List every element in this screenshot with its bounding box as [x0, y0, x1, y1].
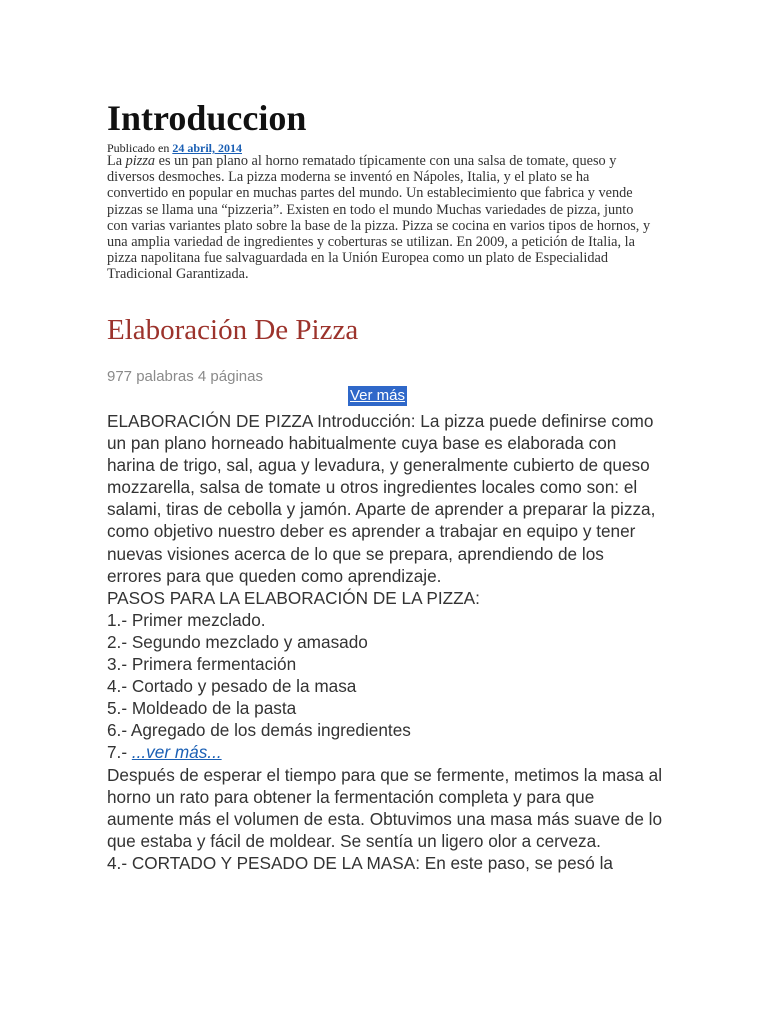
- step-item: 4.- Cortado y pesado de la masa: [107, 676, 357, 697]
- document-title: Elaboración De Pizza: [107, 314, 359, 346]
- step-7-prefix: 7.-: [107, 742, 132, 763]
- ver-mas-button[interactable]: Ver más: [350, 387, 406, 404]
- step-item: 3.- Primera fermentación: [107, 654, 297, 675]
- published-prefix: Publicado en: [107, 141, 170, 155]
- ver-mas-link[interactable]: ...ver más...: [131, 742, 222, 763]
- step-item: 1.- Primer mezclado.: [107, 609, 266, 630]
- document-body: [107, 410, 663, 874]
- body-paragraph-2: Después de esperar el tiempo para que se fermente, metimos la masa al horno un rato para obtener la fermentación completa y para que aumente más el volumen de esta. Obtuvimos una masa más suave de lo que estaba y fácil de moldear. Se sentía un ligero olor a cerveza.: [107, 764, 663, 851]
- step-item: 5.- Moldeado de la pasta: [107, 698, 297, 719]
- step-item: 2.- Segundo mezclado y amasado: [107, 631, 368, 652]
- document-meta: 977 palabras 4 páginas: [107, 368, 263, 385]
- intro-para-start: La: [107, 153, 126, 169]
- intro-title: Introduccion: [107, 98, 307, 138]
- step-7: [107, 741, 663, 763]
- body-paragraph-3: 4.- CORTADO Y PESADO DE LA MASA: En este paso, se pesó la: [107, 852, 613, 873]
- steps-heading: PASOS PARA LA ELABORACIÓN DE LA PIZZA:: [107, 587, 480, 608]
- body-paragraph-1: ELABORACIÓN DE PIZZA Introducción: La pizza puede definirse como un pan plano horneado habitualmente cuya base es elaborada con harina de trigo, sal, agua y levadura, y generalmente cubierto de queso mozzarella, salsa de tomate u otros ingredientes locales como son: el salami, tiras de cebolla y jamón. Aparte de aprender a preparar la pizza, como objetivo nuestro deber es aprender a trabajar en equipo y tener nuevas visiones acerca de lo que se prepara, aprendiendo de los errores para que queden como aprendizaje.: [107, 411, 656, 586]
- intro-para-em: pizza: [125, 153, 156, 169]
- step-item: 6.- Agregado de los demás ingredientes: [107, 720, 411, 741]
- intro-paragraph: [107, 153, 652, 283]
- published-date-link[interactable]: 24 abril, 2014: [172, 141, 242, 155]
- intro-para-rest: es un pan plano al horno rematado típicamente con una salsa de tomate, queso y diversos desmoches. La pizza moderna se inventó en Nápoles, Italia, y el plato se ha convertido en popular en muchas partes del mundo. Un establecimiento que fabrica y vende pizzas se llama una “pizzeria”. Existen en todo el mundo Muchas variedades de pizza, junto con varias variantes plato sobre la base de la pizza. Pizza se cocina en varios tipos de hornos, y una amplia variedad de ingredientes y coberturas se utilizan. En 2009, a petición de Italia, la pizza napolitana fue salvaguardada en la Unión Europea como un plato de Especialidad Tradicional Garantizada.: [107, 153, 651, 283]
